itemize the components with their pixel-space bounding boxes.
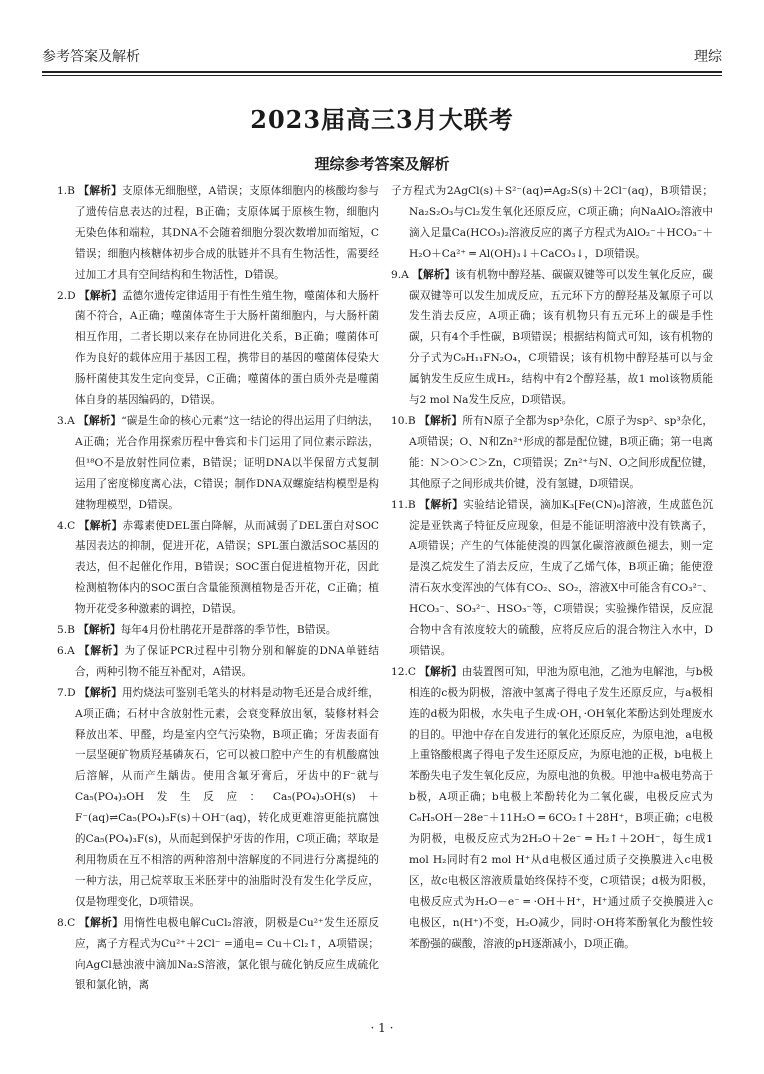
item-number: 1.B [57,185,75,197]
item-text: “碳是生命的核心元素”这一结论的得出运用了归纳法，A正确；光合作用探索历程中鲁宾和卡门运用了同位素示踪法，但¹⁸O不是放射性同位素，B错误；证明DNA以半保留方式复制运用了密度梯度离心法，C错误；制作DNA双螺旋结构模型是构建物理模型，D错误。 [75,414,380,511]
answer-item [57,181,379,286]
item-text: 子方程式为2AgCl(s)＋S²⁻(aq)⇌Ag₂S(s)＋2Cl⁻(aq)，B项错误；Na₂S₂O₃与Cl₂发生氧化还原反应，C项正确；向NaAlO₂溶液中滴入足量Ca(HCO₃)₂溶液反应的离子方程式为AlO₂⁻＋HCO₃⁻＋H₂O＋Ca²⁺ ═ Al(OH)₃↓＋CaCO₃↓，D项错误。 [391,185,713,260]
item-tag: 【解析】 [79,289,122,302]
right-column [391,181,713,955]
item-text: 用惰性电极电解CuCl₂溶液，阴极是Cu²⁺发生还原反应，离子方程式为Cu²⁺＋2Cl⁻ =通电= Cu＋Cl₂↑，A项错误；向AgCl悬浊液中滴加Na₂S溶液，氯化银与硫化钠反应生成硫化银和氯化钠，离 [75,916,380,992]
answer-item [391,411,713,495]
page-number: · 1 · [370,1021,394,1035]
item-number: 12.C [391,665,416,678]
document-title: 2023届高三3月大联考 [250,105,514,134]
answer-item [57,620,379,641]
item-number: 6.A [57,644,75,657]
left-column [57,181,379,996]
item-tag: 【解析】 [78,519,123,532]
answer-item [57,683,379,913]
item-number: 7.D [57,686,76,699]
header-rule [42,71,722,73]
item-tag: 【解析】 [419,665,462,678]
item-tag: 【解析】 [419,414,463,427]
item-tag: 【解析】 [78,624,121,637]
answer-item [57,411,379,516]
item-tag: 【解析】 [79,686,122,699]
item-text: 每年4月份杜鹃花开是群落的季节性，B错误。 [120,624,337,637]
item-number: 8.C [57,916,76,929]
item-tag: 【解析】 [79,916,124,929]
document-subtitle: 理综参考答案及解析 [314,155,450,173]
item-text: 该有机物中醇羟基、碳碳双键等可以发生氧化反应，碳碳双键等可以发生加成反应，五元环下方的醇羟基及氟原子可以发生消去反应，A项正确；该有机物只有五元环上的碳是手性碳，只有4个手性碳，B项错误；根据结构简式可知，该有机物的分子式为C₉H₁₁FN₂O₄，C项错误；该有机物中醇羟基可以与金属钠发生反应生成H₂，结构中有2个醇羟基，故1 mol该物质能与2 mol Na发生反应，D项错误。 [409,268,714,407]
item-text: 为了保证PCR过程中引物分别和解旋的DNA单链结合，两种引物不能互补配对，A错误。 [75,644,380,678]
answer-item [391,495,713,662]
item-tag: 【解析】 [78,185,122,197]
answer-item-continued [391,181,713,265]
item-text: 所有N原子全都为sp³杂化，C原子为sp²、sp³杂化，A项错误；O、N和Zn²⁺形成的都是配位键，B项正确；第一电离能：N＞O＞C＞Zn，C项错误；Zn²⁺与N、O之间形成配位键，其他原子之间形成共价键，没有氢键，D项错误。 [409,414,713,490]
page-header [42,46,722,68]
item-number: 3.A [57,414,75,427]
item-text: 实验结论错误，滴加K₃[Fe(CN)₆]溶液，生成蓝色沉淀是亚铁离子特征反应现象，但是不能证明溶液中没有铁离子，A项错误；产生的气体能使溴的四氯化碳溶液颜色褪去，则一定是溴乙烷发生了消去反应，生成了乙烯气体，B项正确；能使澄清石灰水变浑浊的气体有CO₂、SO₂，溶液X中可能含有CO₃²⁻、HCO₃⁻、SO₃²⁻、HSO₃⁻等，C项错误；实验操作错误，反应混合物中含有浓度较大的硫酸，应将反应后的混合物注入水中，D项错误。 [409,498,714,657]
item-tag: 【解析】 [78,644,125,657]
item-tag: 【解析】 [412,268,456,281]
item-text: 由装置图可知，甲池为原电池，乙池为电解池，与b极相连的c极为阴极，溶液中氢离子得电子发生还原反应，与a极相连的d极为阳极，水失电子生成·OH，·OH氧化苯酚达到处理废水的目的。甲池中存在自发进行的氧化还原反应，为原电池，a电极上重铬酸根离子得电子发生还原反应，为原电池的正极，b电极上苯酚失电子发生氧化反应，为原电池的负极。甲池中a极电势高于b极，A项正确；b电极上苯酚转化为二氧化碳，电极反应式为C₆H₅OH－28e⁻＋11H₂O ═ 6CO₂↑＋28H⁺，B项正确；c电极为阴极，电极反应式为2H₂O＋2e⁻ ═ H₂↑＋2OH⁻，每生成1 mol H₂同时有2 mol H⁺从d电极区通过质子交换膜进入c电极区，故c电极区溶液质量始终保持不变，C项错误；d极为阳极，电极反应式为H₂O－e⁻ ═ ·OH＋H⁺，H⁺通过质子交换膜进入c电极区，n(H⁺)不变，H₂O减少，同时·OH将苯酚氧化为酸性较苯酚强的碳酸，溶液的pH逐渐减小，D项正确。 [409,665,714,950]
item-text: 孟德尔遗传定律适用于有性生殖生物，噬菌体和大肠杆菌不符合，A正确；噬菌体寄生于大肠杆菌细胞内，与大肠杆菌相互作用，二者长期以来存在协同进化关系，B正确；噬菌体可作为良好的载体应用于基因工程，携带目的基因的噬菌体侵染大肠杆菌使其发生定向变异，C正确；噬菌体的蛋白质外壳是噬菌体自身的基因编码的，D错误。 [75,289,380,407]
item-text: 用灼烧法可鉴别毛笔头的材料是动物毛还是合成纤维，A项正确；石材中含放射性元素，会衰变释放出氡，装修材料会释放出苯、甲醛，均是室内空气污染物，B项正确；牙齿表面有一层坚硬矿物质羟基磷灰石，它可以被口腔中产生的有机酸腐蚀后溶解，从而产生龋齿。使用含氟牙膏后，牙齿中的F⁻就与Ca₅(PO₄)₃OH发生反应：Ca₅(PO₄)₃OH(s)＋F⁻(aq)⇌Ca₅(PO₄)₃F(s)＋OH⁻(aq)，转化成更难溶更能抗腐蚀的Ca₅(PO₄)₃F(s)，从而起到保护牙齿的作用，C项正确；萃取是利用物质在互不相溶的两种溶剂中溶解度的不同进行分离提纯的一种方法，用己烷萃取玉米胚芽中的油脂时没有发生化学反应，仅是物理变化，D项错误。 [75,686,380,908]
answer-item [57,913,379,997]
header-subject: 理综 [694,49,722,65]
item-number: 5.B [57,624,75,637]
item-tag: 【解析】 [78,414,122,427]
answer-item [391,265,713,411]
item-text: 赤霉素使DEL蛋白降解，从而减弱了DEL蛋白对SOC基因表达的抑制，促进开花，A错误；SPL蛋白激活SOC基因的表达，但不起催化作用，B错误；SOC蛋白促进植物开花，因此检测植物体内的SOC蛋白含量能预测植物是否开花，C正确；植物开花受多种激素的调控，D错误。 [75,519,380,616]
answer-item [391,662,713,955]
answer-item [57,286,379,411]
item-text: 支原体无细胞壁，A错误；支原体细胞内的核酸均参与了遗传信息表达的过程，B正确；支原体属于原核生物，细胞内无染色体和端粒，其DNA不会随着细胞分裂次数增加而缩短，C错误；细胞内核糖体初步合成的肽链并不具有生物活性，需要经过加工才具有空间结构和生物活性，D错误。 [75,185,380,281]
item-number: 10.B [391,414,416,427]
item-number: 2.D [57,289,76,302]
answer-item [57,641,379,683]
item-number: 11.B [391,498,416,511]
item-tag: 【解析】 [419,498,464,511]
header-left-title: 参考答案及解析 [42,49,140,65]
item-number: 4.C [57,519,76,532]
answer-item [57,516,379,621]
header-rule-thin [42,75,722,76]
item-number: 9.A [391,268,409,281]
